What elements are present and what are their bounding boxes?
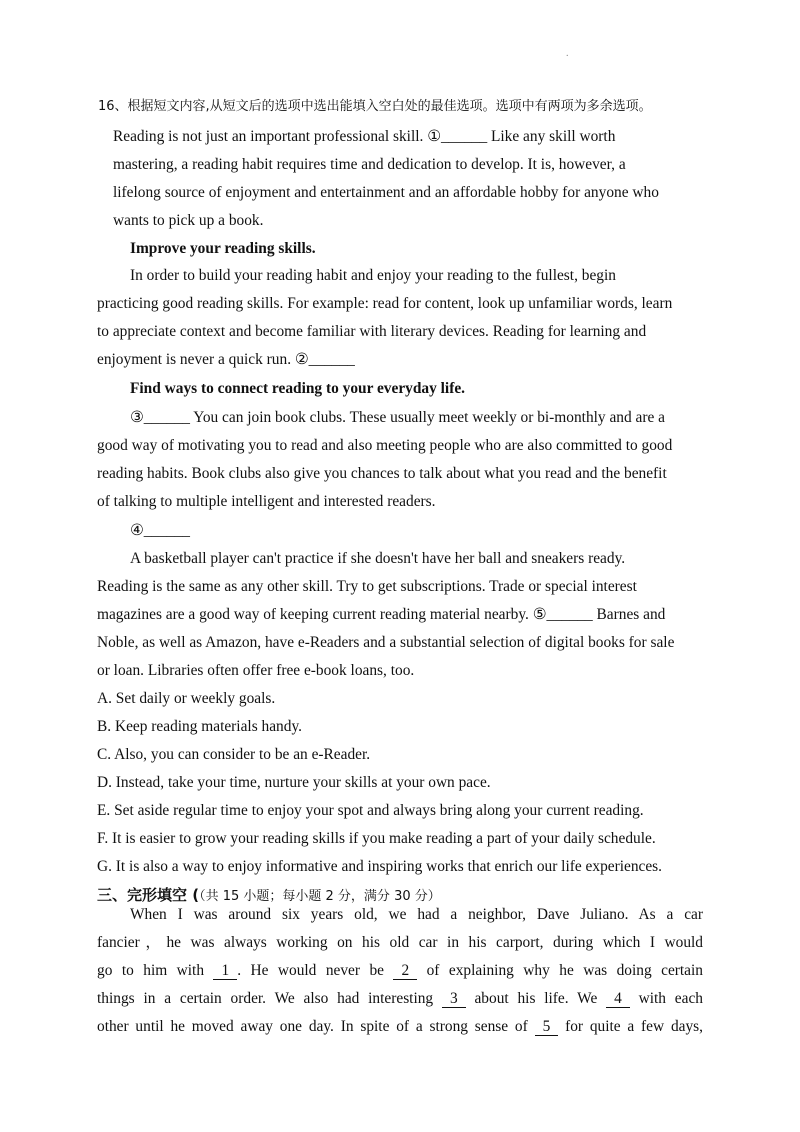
cloze-line xyxy=(97,989,703,1009)
paragraph-line: practicing good reading skills. For example: read for content, look up unfamiliar words, learn xyxy=(97,295,673,312)
cloze-text: . He would never be xyxy=(237,962,394,979)
option-g: G. It is also a way to enjoy informative and inspiring works that enrich our life experiences. xyxy=(97,858,663,875)
option-a: A. Set daily or weekly goals. xyxy=(97,690,276,707)
cloze-line: When I was around six years old, we had a neighbor, Dave Juliano. As a car xyxy=(130,906,703,923)
intro-line: Reading is not just an important professional skill. ①______ Like any skill worth xyxy=(113,128,616,145)
cloze-text: for quite a few days, xyxy=(558,1018,704,1035)
cloze-line: fancier，he was always working on his old car in his carport, during which I would xyxy=(97,934,703,951)
cloze-blank-5[interactable]: 5 xyxy=(535,1018,559,1036)
cloze-line xyxy=(97,1017,703,1037)
cloze-blank-4[interactable]: 4 xyxy=(606,990,630,1008)
section-3-title: 三、完形填空 ( xyxy=(97,886,200,904)
subheading-reading-skills: Improve your reading skills. xyxy=(130,240,316,257)
cloze-blank-1[interactable]: 1 xyxy=(213,962,237,980)
question-16-instruction: 16、根据短文内容,从短文后的选项中选出能填入空白处的最佳选项。选项中有两项为多余选项。 xyxy=(98,99,652,114)
intro-line: lifelong source of enjoyment and entertainment and an affordable hobby for anyone who xyxy=(113,184,659,201)
cloze-text: of explaining why he was doing certain xyxy=(417,962,703,979)
paragraph-line: reading habits. Book clubs also give you chances to talk about what you read and the benefit xyxy=(97,465,667,482)
blank-4: ④______ xyxy=(130,522,190,539)
cloze-text: go to him with xyxy=(97,962,214,979)
cloze-text: about his life. We xyxy=(465,990,607,1007)
cloze-blank-2[interactable]: 2 xyxy=(393,962,417,980)
paragraph-line: enjoyment is never a quick run. ②______ xyxy=(97,351,355,368)
cloze-text: other until he moved away one day. In spite of a strong sense of xyxy=(97,1018,535,1035)
cloze-text: things in a certain order. We also had interesting xyxy=(97,990,442,1007)
paragraph-line: magazines are a good way of keeping current reading material nearby. ⑤______ Barnes and xyxy=(97,606,666,623)
intro-line: wants to pick up a book. xyxy=(113,212,264,229)
paragraph-line: good way of motivating you to read and also meeting people who are also committed to good xyxy=(97,437,673,454)
cloze-line xyxy=(97,961,703,981)
paragraph-line: or loan. Libraries often offer free e-book loans, too. xyxy=(97,662,415,679)
paragraph-line: to appreciate context and become familiar with literary devices. Reading for learning and xyxy=(97,323,647,340)
intro-line: mastering, a reading habit requires time and dedication to develop. It is, however, a xyxy=(113,156,626,173)
subheading-everyday-life: Find ways to connect reading to your everyday life. xyxy=(130,380,466,397)
paragraph-line: Noble, as well as Amazon, have e-Readers and a substantial selection of digital books for sale xyxy=(97,634,675,651)
option-f: F. It is easier to grow your reading skills if you make reading a part of your daily schedule. xyxy=(97,830,656,847)
cloze-text: with each xyxy=(629,990,703,1007)
paragraph-line: ③______ You can join book clubs. These usually meet weekly or bi-monthly and are a xyxy=(130,409,665,426)
option-e: E. Set aside regular time to enjoy your spot and always bring along your current reading. xyxy=(97,802,644,819)
option-c: C. Also, you can consider to be an e-Reader. xyxy=(97,746,371,763)
paragraph-line: of talking to multiple intelligent and interested readers. xyxy=(97,493,436,510)
cloze-blank-3[interactable]: 3 xyxy=(442,990,466,1008)
option-b: B. Keep reading materials handy. xyxy=(97,718,302,735)
section-3-subtitle: （共 15 小题；每小题 2 分，满分 30 分） xyxy=(199,889,441,904)
option-d: D. Instead, take your time, nurture your skills at your own pace. xyxy=(97,774,491,791)
paragraph-line: A basketball player can't practice if she doesn't have her ball and sneakers ready. xyxy=(130,550,626,567)
section-3-heading xyxy=(97,885,441,907)
paragraph-line: Reading is the same as any other skill. Try to get subscriptions. Trade or special interest xyxy=(97,578,637,595)
paragraph-line: In order to build your reading habit and enjoy your reading to the fullest, begin xyxy=(130,267,616,284)
header-mark: . xyxy=(566,48,569,59)
